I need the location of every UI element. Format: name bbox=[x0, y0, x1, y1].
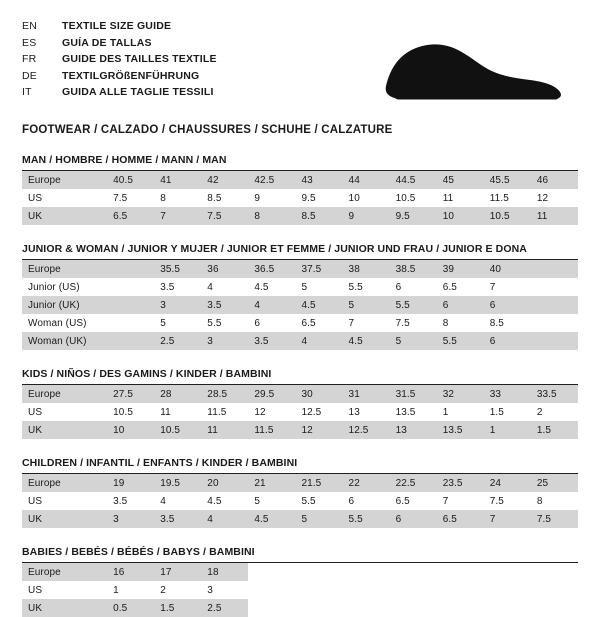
row-label: Europe bbox=[22, 474, 107, 492]
cell: 12.5 bbox=[301, 406, 322, 418]
language-row bbox=[22, 84, 217, 101]
cell: 5.5 bbox=[207, 317, 222, 329]
cell: 13.5 bbox=[395, 406, 416, 418]
language-title: TEXTILE SIZE GUIDE bbox=[62, 20, 172, 32]
cell: 6.5 bbox=[301, 317, 316, 329]
row-label: Europe bbox=[22, 171, 107, 189]
row-label: Europe bbox=[22, 563, 107, 581]
cell: 7 bbox=[484, 510, 531, 528]
cell: 37.5 bbox=[295, 260, 342, 278]
table-row bbox=[22, 563, 578, 581]
cell: 10 bbox=[348, 192, 360, 204]
row-label: Junior (US) bbox=[28, 281, 80, 293]
cell: 10.5 bbox=[395, 192, 416, 204]
cell: 13.5 bbox=[437, 421, 484, 439]
cell bbox=[437, 581, 484, 599]
cell: 5.5 bbox=[390, 296, 437, 314]
cell bbox=[343, 599, 390, 617]
cell: 0.5 bbox=[107, 599, 154, 617]
cell: 11 bbox=[160, 406, 171, 418]
size-table-children bbox=[22, 474, 578, 528]
cell: 12 bbox=[254, 406, 266, 418]
cell: 12.5 bbox=[343, 421, 390, 439]
cell: 8.5 bbox=[295, 207, 342, 225]
row-label: UK bbox=[22, 421, 107, 439]
cell: 6.5 bbox=[107, 207, 154, 225]
cell: 7.5 bbox=[531, 510, 578, 528]
table-row bbox=[22, 581, 578, 599]
cell: 1 bbox=[442, 406, 449, 418]
cell: 4.5 bbox=[254, 281, 269, 293]
size-table-man bbox=[22, 171, 578, 225]
row-label: UK bbox=[22, 510, 107, 528]
cell: 11.5 bbox=[489, 192, 509, 204]
cell: 1 bbox=[113, 584, 119, 596]
cell: 36.5 bbox=[248, 260, 295, 278]
cell bbox=[437, 599, 484, 617]
cell: 10 bbox=[437, 207, 484, 225]
cell: 18 bbox=[201, 563, 248, 581]
row-label: Europe bbox=[22, 260, 107, 278]
cell: 9 bbox=[343, 207, 390, 225]
cell bbox=[107, 314, 154, 332]
block-title: CHILDREN / INFANTIL / ENFANTS / KINDER / BAMBINI bbox=[22, 457, 578, 474]
cell: 1.5 bbox=[154, 599, 201, 617]
row-label: US bbox=[28, 495, 43, 507]
cell: 10.5 bbox=[113, 406, 134, 418]
cell: 3 bbox=[201, 332, 248, 350]
cell: 5 bbox=[343, 296, 390, 314]
cell: 11 bbox=[201, 421, 248, 439]
cell: 10.5 bbox=[154, 421, 201, 439]
table-row bbox=[22, 189, 578, 207]
cell: 4 bbox=[201, 510, 248, 528]
cell: 25 bbox=[531, 474, 578, 492]
cell: 12 bbox=[536, 192, 549, 204]
cell: 16 bbox=[107, 563, 154, 581]
cell: 4.5 bbox=[343, 332, 390, 350]
cell: 3.5 bbox=[201, 296, 248, 314]
language-title: GUIDE DES TAILLES TEXTILE bbox=[62, 53, 217, 65]
cell: 13 bbox=[390, 421, 437, 439]
cell: 1.5 bbox=[531, 421, 578, 439]
cell: 3.5 bbox=[154, 510, 201, 528]
size-block-children bbox=[22, 457, 578, 528]
cell bbox=[484, 581, 531, 599]
block-title: KIDS / NIÑOS / DES GAMINS / KINDER / BAMBINI bbox=[22, 368, 578, 385]
block-title: BABIES / BEBÉS / BÉBÉS / BABYS / BAMBINI bbox=[22, 546, 578, 563]
cell: 11 bbox=[442, 192, 454, 204]
cell: 28.5 bbox=[201, 385, 248, 403]
cell: 6.5 bbox=[437, 510, 484, 528]
cell: 31.5 bbox=[390, 385, 437, 403]
cell: 6 bbox=[484, 296, 531, 314]
cell: 36 bbox=[201, 260, 248, 278]
cell bbox=[531, 599, 578, 617]
cell bbox=[390, 563, 437, 581]
dress-shoe-icon bbox=[380, 28, 570, 108]
cell bbox=[248, 563, 295, 581]
size-table-junior-woman bbox=[22, 260, 578, 350]
cell bbox=[531, 332, 578, 350]
cell: 33.5 bbox=[531, 385, 578, 403]
cell: 20 bbox=[201, 474, 248, 492]
cell: 1.5 bbox=[489, 406, 504, 418]
cell: 3.5 bbox=[160, 281, 175, 293]
cell: 40.5 bbox=[107, 171, 154, 189]
cell: 46 bbox=[531, 171, 578, 189]
language-code: DE bbox=[22, 69, 37, 82]
cell bbox=[248, 581, 295, 599]
cell: 3.5 bbox=[248, 332, 295, 350]
cell: 7 bbox=[442, 495, 449, 507]
cell: 6 bbox=[437, 296, 484, 314]
table-row bbox=[22, 385, 578, 403]
cell: 7 bbox=[348, 317, 355, 329]
cell: 6 bbox=[254, 317, 261, 329]
cell: 6 bbox=[484, 332, 531, 350]
cell: 4 bbox=[248, 296, 295, 314]
cell: 5 bbox=[301, 281, 308, 293]
block-title: MAN / HOMBRE / HOMME / MANN / MAN bbox=[22, 154, 578, 171]
language-row bbox=[22, 68, 217, 85]
cell bbox=[107, 332, 154, 350]
cell: 43 bbox=[295, 171, 342, 189]
cell bbox=[343, 581, 390, 599]
cell: 7 bbox=[489, 281, 496, 293]
table-row bbox=[22, 474, 578, 492]
cell: 3 bbox=[207, 584, 213, 596]
cell: 42.5 bbox=[248, 171, 295, 189]
cell: 4.5 bbox=[207, 495, 222, 507]
row-label: Europe bbox=[22, 385, 107, 403]
cell: 40 bbox=[484, 260, 531, 278]
cell: 5.5 bbox=[348, 281, 363, 293]
language-title: TEXTILGRÖßENFÜHRUNG bbox=[62, 69, 200, 82]
row-label: Junior (UK) bbox=[22, 296, 107, 314]
cell bbox=[484, 599, 531, 617]
cell: 9.5 bbox=[301, 192, 316, 204]
cell: 45 bbox=[437, 171, 484, 189]
cell bbox=[107, 278, 154, 296]
table-row bbox=[22, 278, 578, 296]
cell: 2.5 bbox=[154, 332, 201, 350]
cell: 3 bbox=[107, 510, 154, 528]
cell bbox=[343, 563, 390, 581]
row-label: US bbox=[28, 192, 43, 204]
cell: 29.5 bbox=[248, 385, 295, 403]
cell: 5 bbox=[254, 495, 261, 507]
cell: 38 bbox=[343, 260, 390, 278]
cell: 8 bbox=[248, 207, 295, 225]
cell: 7 bbox=[154, 207, 201, 225]
cell bbox=[437, 563, 484, 581]
cell: 5 bbox=[390, 332, 437, 350]
cell bbox=[295, 581, 342, 599]
cell: 3 bbox=[154, 296, 201, 314]
cell: 12 bbox=[295, 421, 342, 439]
cell: 7.5 bbox=[395, 317, 410, 329]
cell: 4.5 bbox=[248, 510, 295, 528]
cell: 33 bbox=[484, 385, 531, 403]
row-label: UK bbox=[22, 207, 107, 225]
cell: 6.5 bbox=[442, 281, 457, 293]
cell: 24 bbox=[484, 474, 531, 492]
row-label: Woman (US) bbox=[28, 317, 87, 329]
table-row bbox=[22, 332, 578, 350]
cell: 44 bbox=[343, 171, 390, 189]
cell: 22 bbox=[343, 474, 390, 492]
cell: 38.5 bbox=[390, 260, 437, 278]
cell: 4 bbox=[160, 495, 166, 507]
cell: 5.5 bbox=[343, 510, 390, 528]
table-row bbox=[22, 296, 578, 314]
table-row bbox=[22, 599, 578, 617]
cell: 4.5 bbox=[295, 296, 342, 314]
row-label: US bbox=[28, 584, 43, 596]
size-table-babies bbox=[22, 563, 578, 617]
table-row bbox=[22, 510, 578, 528]
cell: 11.5 bbox=[248, 421, 295, 439]
cell: 30 bbox=[295, 385, 342, 403]
size-table-kids bbox=[22, 385, 578, 439]
cell: 6.5 bbox=[395, 495, 410, 507]
row-label: UK bbox=[22, 599, 107, 617]
cell: 5 bbox=[160, 317, 166, 329]
cell: 9.5 bbox=[390, 207, 437, 225]
cell: 7.5 bbox=[489, 495, 504, 507]
language-code: ES bbox=[22, 36, 37, 49]
cell: 4 bbox=[295, 332, 342, 350]
cell: 13 bbox=[348, 406, 360, 418]
language-title: GUIDA ALLE TAGLIE TESSILI bbox=[62, 86, 214, 98]
language-title-list-body bbox=[22, 18, 217, 101]
cell: 3.5 bbox=[113, 495, 128, 507]
cell: 21 bbox=[248, 474, 295, 492]
cell bbox=[531, 581, 578, 599]
cell: 8 bbox=[442, 317, 449, 329]
language-code: FR bbox=[22, 53, 37, 65]
cell: 8 bbox=[160, 192, 166, 204]
cell: 19.5 bbox=[154, 474, 201, 492]
cell: 4 bbox=[207, 281, 213, 293]
cell: 17 bbox=[154, 563, 201, 581]
cell: 5.5 bbox=[437, 332, 484, 350]
cell: 28 bbox=[154, 385, 201, 403]
size-block-man bbox=[22, 154, 578, 225]
cell bbox=[531, 260, 578, 278]
cell bbox=[248, 599, 295, 617]
cell bbox=[390, 599, 437, 617]
cell: 6 bbox=[390, 510, 437, 528]
table-row bbox=[22, 260, 578, 278]
cell: 41 bbox=[154, 171, 201, 189]
cell bbox=[531, 314, 578, 332]
cell: 5 bbox=[295, 510, 342, 528]
cell: 5.5 bbox=[301, 495, 316, 507]
language-code: IT bbox=[22, 86, 32, 98]
language-row bbox=[22, 18, 217, 35]
cell bbox=[107, 296, 154, 314]
footwear-heading: FOOTWEAR / CALZADO / CHAUSSURES / SCHUHE / CALZATURE bbox=[22, 124, 393, 136]
cell: 2 bbox=[536, 406, 543, 418]
cell: 11.5 bbox=[207, 406, 227, 418]
cell bbox=[531, 296, 578, 314]
cell bbox=[295, 563, 342, 581]
language-title-list bbox=[22, 18, 217, 101]
header bbox=[22, 18, 578, 110]
cell: 2.5 bbox=[201, 599, 248, 617]
language-code: EN bbox=[22, 20, 37, 32]
cell: 1 bbox=[484, 421, 531, 439]
cell: 8 bbox=[536, 495, 543, 507]
cell: 42 bbox=[201, 171, 248, 189]
cell: 8.5 bbox=[489, 317, 504, 329]
cell: 7.5 bbox=[113, 192, 128, 204]
cell: 21.5 bbox=[295, 474, 342, 492]
table-row bbox=[22, 403, 578, 421]
cell: 6 bbox=[348, 495, 355, 507]
block-title: JUNIOR & WOMAN / JUNIOR Y MUJER / JUNIOR ET FEMME / JUNIOR UND FRAU / JUNIOR E DONA bbox=[22, 243, 578, 260]
language-title: GUÍA DE TALLAS bbox=[62, 36, 152, 49]
cell bbox=[295, 599, 342, 617]
cell bbox=[531, 563, 578, 581]
cell: 6 bbox=[395, 281, 402, 293]
cell: 9 bbox=[254, 192, 261, 204]
cell: 44.5 bbox=[390, 171, 437, 189]
row-label: Woman (UK) bbox=[22, 332, 107, 350]
size-block-kids bbox=[22, 368, 578, 439]
cell: 31 bbox=[343, 385, 390, 403]
size-block-babies bbox=[22, 546, 578, 617]
cell: 10.5 bbox=[484, 207, 531, 225]
language-row bbox=[22, 35, 217, 52]
table-row bbox=[22, 207, 578, 225]
table-row bbox=[22, 171, 578, 189]
cell: 35.5 bbox=[154, 260, 201, 278]
cell: 10 bbox=[107, 421, 154, 439]
cell: 8.5 bbox=[207, 192, 222, 204]
cell bbox=[390, 581, 437, 599]
table-row bbox=[22, 421, 578, 439]
table-row bbox=[22, 492, 578, 510]
cell: 27.5 bbox=[107, 385, 154, 403]
cell: 39 bbox=[437, 260, 484, 278]
cell: 22.5 bbox=[390, 474, 437, 492]
cell bbox=[107, 260, 154, 278]
cell: 45.5 bbox=[484, 171, 531, 189]
cell: 11 bbox=[531, 207, 578, 225]
table-row bbox=[22, 314, 578, 332]
row-label: US bbox=[28, 406, 43, 418]
cell: 23.5 bbox=[437, 474, 484, 492]
cell: 2 bbox=[160, 584, 166, 596]
cell bbox=[484, 563, 531, 581]
size-block-junior-woman bbox=[22, 243, 578, 350]
cell: 7.5 bbox=[201, 207, 248, 225]
language-row bbox=[22, 51, 217, 68]
cell: 19 bbox=[107, 474, 154, 492]
cell bbox=[531, 278, 578, 296]
cell: 32 bbox=[437, 385, 484, 403]
